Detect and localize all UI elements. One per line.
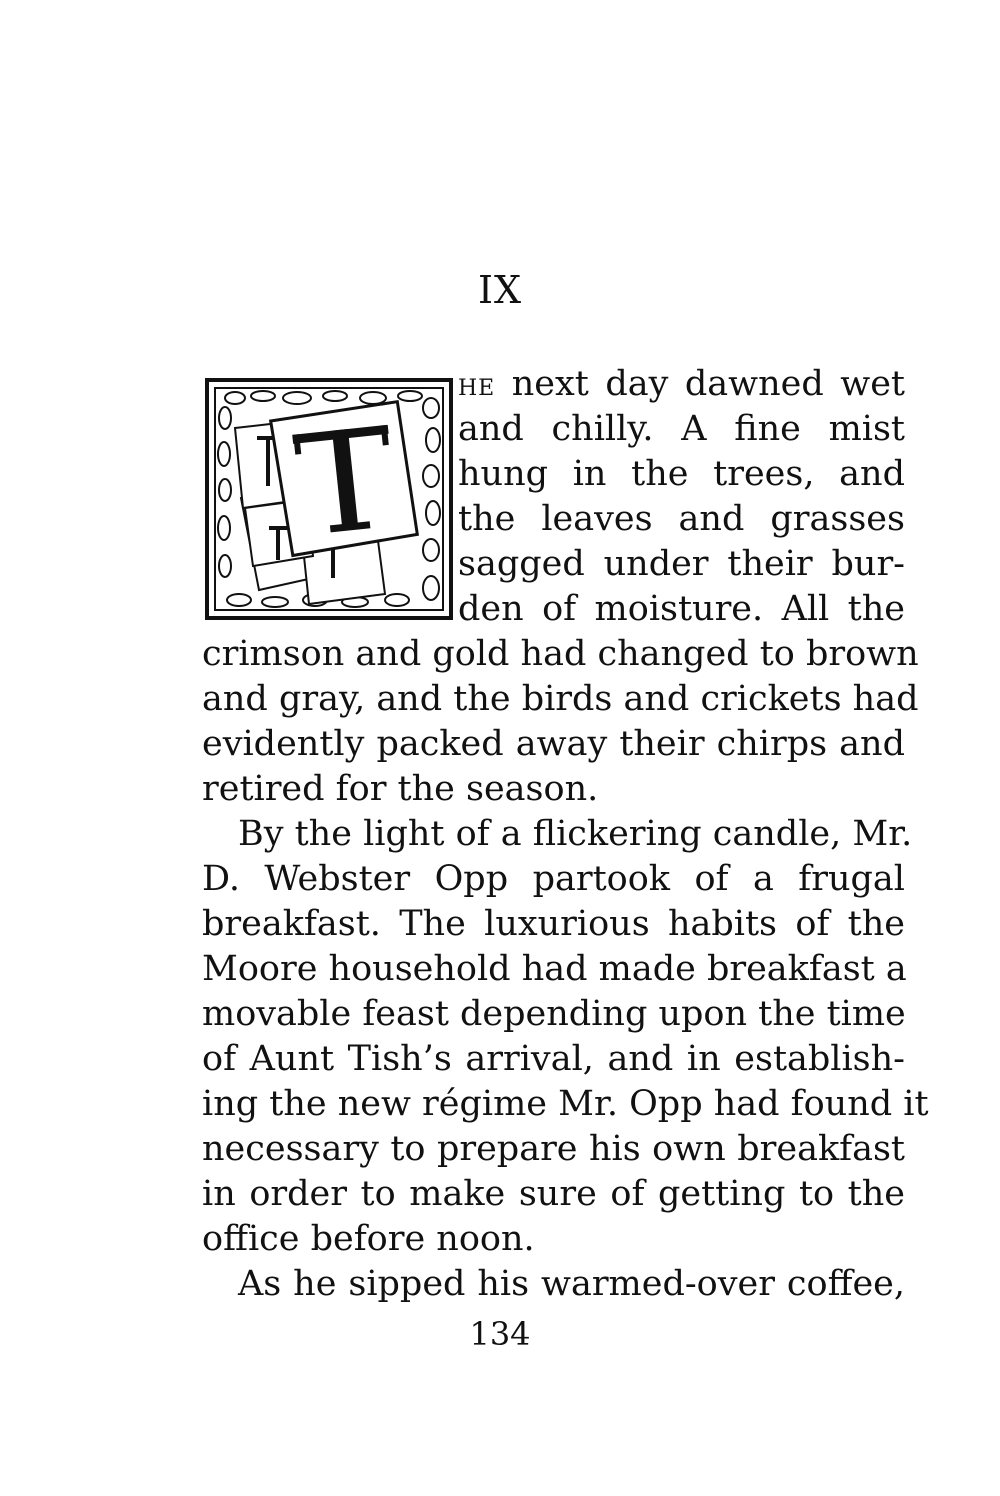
paragraph-3-line-1: As he sipped his warmed-over coffee, xyxy=(238,1264,905,1304)
paragraph-2-line-1: By the light of a flickering candle, Mr. xyxy=(238,814,913,854)
paragraph-1-line-2: and chilly. A fine mist xyxy=(458,409,905,449)
paragraph-2-line-8: necessary to prepare his own breakfast xyxy=(202,1129,905,1169)
paragraph-2-line-7: ing the new régime Mr. Opp had found it xyxy=(202,1084,929,1124)
paragraph-2-line-3: breakfast. The luxurious habits of the xyxy=(202,904,905,944)
paragraph-1-line-8: and gray, and the birds and crickets had xyxy=(202,679,919,719)
paragraph-2-line-6: of Aunt Tish’s arrival, and in establish- xyxy=(202,1039,905,1079)
paragraph-1-line-7: crimson and gold had changed to brown xyxy=(202,634,919,674)
paragraph-2-line-5: movable feast depending upon the time xyxy=(202,994,906,1034)
page-number: 134 xyxy=(469,1315,531,1353)
paragraph-1-line-6: den of moisture. All the xyxy=(458,589,905,629)
drop-cap-illustration xyxy=(205,378,453,620)
paragraph-1-line-10: retired for the season. xyxy=(202,769,599,809)
paragraph-2-line-2: D. Webster Opp partook of a frugal xyxy=(202,859,905,899)
paragraph-2-line-9: in order to make sure of getting to the xyxy=(202,1174,905,1214)
paragraph-1-line-9: evidently packed away their chirps and xyxy=(202,724,905,764)
paragraph-1-line-4: the leaves and grasses xyxy=(458,499,905,539)
paragraph-1-line-1: HE next day dawned wet xyxy=(458,364,905,404)
paragraph-1-line-3: hung in the trees, and xyxy=(458,454,905,494)
small-caps-word: HE xyxy=(458,376,496,401)
paragraph-2-line-4: Moore household had made breakfast a xyxy=(202,949,907,989)
chapter-heading: IX xyxy=(477,268,523,312)
paragraph-1-line-5: sagged under their bur- xyxy=(458,544,905,584)
paragraph-2-line-10: office before noon. xyxy=(202,1219,535,1259)
